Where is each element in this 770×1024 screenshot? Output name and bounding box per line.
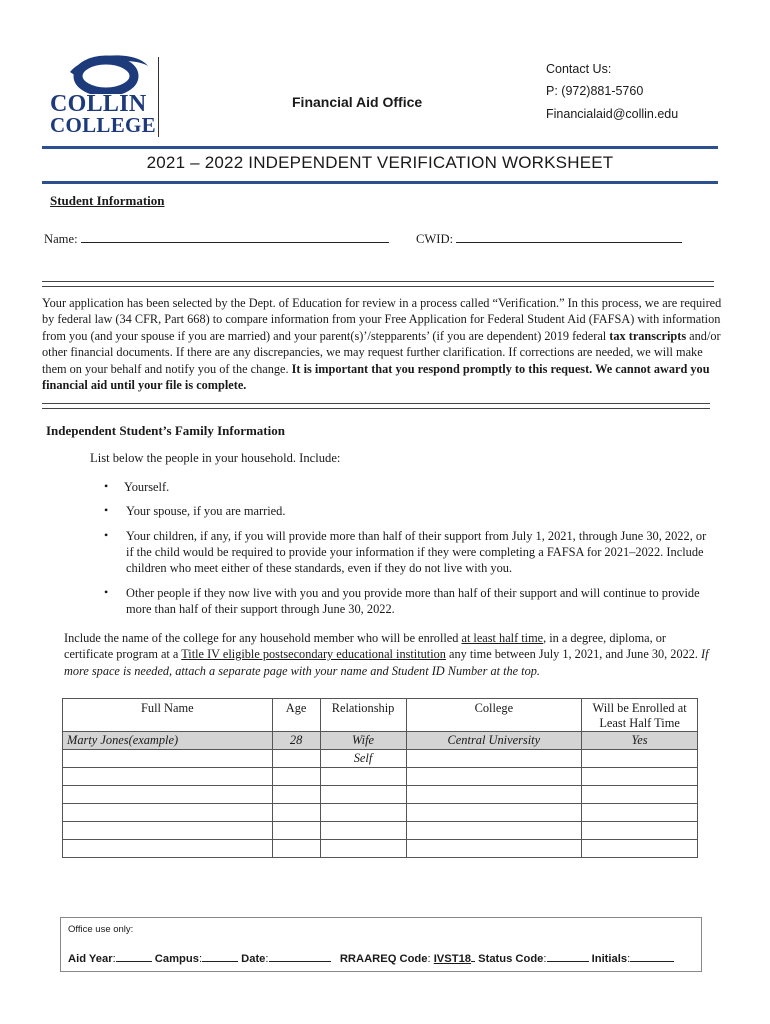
cell-enrolled[interactable]	[582, 786, 698, 804]
rraareq-label: RRAAREQ Code	[339, 953, 428, 965]
cell-age[interactable]	[272, 804, 320, 822]
cell-age[interactable]	[272, 840, 320, 858]
cell-college[interactable]	[406, 750, 582, 768]
notice-text-2: and/or other financial documents. If there are any discrepancies, we may request further clarification. If corrections are needed, we will make them on your behalf and notify you of the change.	[42, 328, 721, 376]
status-code-field[interactable]	[547, 950, 589, 962]
household-table	[62, 698, 698, 858]
section-divider-1	[42, 281, 714, 287]
status-code-label: Status Code	[478, 953, 544, 965]
office-use-label: Office use only:	[68, 924, 134, 935]
include-text-c: any time between July 1, 2021, and June 30, 2022.	[445, 647, 702, 662]
cell-age[interactable]	[272, 750, 320, 768]
cell-name[interactable]	[63, 840, 273, 858]
cell-relationship: Self	[320, 750, 406, 768]
cell-relationship[interactable]	[320, 786, 406, 804]
include-italic-note: If more space is needed, attach a separate page with your name and Student ID Number at the top.	[64, 647, 709, 678]
cell-enrolled[interactable]	[582, 804, 698, 822]
campus-label: Campus	[154, 953, 199, 965]
table-row	[63, 768, 698, 786]
cell-name[interactable]	[63, 822, 273, 840]
col-relationship: Relationship	[320, 699, 406, 732]
table-row	[63, 840, 698, 858]
date-label: Date	[241, 953, 266, 965]
office-name: Financial Aid Office	[292, 94, 423, 110]
table-row-example	[63, 732, 698, 750]
table-row	[63, 786, 698, 804]
notice-bold-2: It is important that you respond promptly to this request. We cannot award you financial aid until your file is complete.	[42, 361, 710, 393]
table-row	[63, 804, 698, 822]
header-divider	[158, 57, 159, 137]
include-college-note	[64, 630, 714, 679]
verification-notice	[42, 295, 722, 393]
aid-year-label: Aid Year	[68, 953, 113, 965]
campus-field[interactable]	[202, 950, 238, 962]
col-age: Age	[272, 699, 320, 732]
cell-age[interactable]	[272, 786, 320, 804]
include-text-b: , in a degree, diploma, or certificate program at a	[64, 631, 667, 662]
office-use-fields: Aid Year: Campus: Date: RRAAREQ Code: IVST18 Status Code: Initials:	[68, 950, 674, 965]
cell-college[interactable]	[406, 768, 582, 786]
family-intro: List below the people in your household. Include:	[90, 451, 341, 465]
cell-age[interactable]	[272, 768, 320, 786]
include-underline-1: at least half time	[461, 631, 544, 645]
cell-name[interactable]	[63, 804, 273, 822]
name-field[interactable]	[81, 229, 389, 243]
cwid-row	[416, 229, 682, 247]
cell-relationship: Wife	[320, 732, 406, 750]
table-row-self	[63, 750, 698, 768]
cell-enrolled[interactable]	[582, 840, 698, 858]
section-divider-2	[42, 403, 710, 409]
contact-email[interactable]: Financialaid@collin.edu	[546, 107, 679, 121]
name-label: Name:	[44, 232, 78, 246]
cell-college[interactable]	[406, 804, 582, 822]
cwid-field[interactable]	[456, 229, 682, 243]
logo-line-1: COLLIN	[50, 91, 147, 117]
rraareq-code-value: IVST18	[433, 953, 472, 965]
cell-enrolled[interactable]	[582, 822, 698, 840]
notice-text-1: Your application has been selected by the Dept. of Education for review in a process called “Verification.” In this process, we are required by federal law (34 CFR, Part 668) to compare information from your Free Application for Federal Student Aid (FAFSA) with information from you (and your spouse if you are married) and your parent(s)’/stepparents’ (if you are dependent) 2019 federal	[42, 296, 722, 343]
include-text-a: Include the name of the college for any household member who will be enrolled	[64, 631, 462, 645]
cwid-label: CWID:	[416, 232, 454, 246]
notice-bold-1: tax transcripts	[609, 328, 687, 343]
cell-name[interactable]	[63, 768, 273, 786]
col-enrolled: Will be Enrolled at Least Half Time	[582, 699, 698, 732]
page-title: 2021 – 2022 INDEPENDENT VERIFICATION WORKSHEET	[146, 153, 614, 172]
include-underline-2: Title IV eligible postsecondary educational institution	[181, 647, 446, 662]
cell-enrolled: Yes	[582, 732, 698, 750]
cell-college: Central University	[406, 732, 582, 750]
cell-relationship[interactable]	[320, 768, 406, 786]
bullet-icon: •	[104, 479, 109, 493]
family-info-heading: Independent Student’s Family Information	[46, 423, 285, 438]
cell-age: 28	[272, 732, 320, 750]
cell-relationship[interactable]	[320, 840, 406, 858]
logo-line-2: COLLEGE	[50, 113, 156, 137]
contact-phone: P: (972)881-5760	[546, 84, 644, 98]
cell-college[interactable]	[406, 786, 582, 804]
cell-enrolled[interactable]	[582, 768, 698, 786]
col-college: College	[406, 699, 582, 732]
collin-logo-swoosh-icon	[66, 54, 150, 94]
initials-field[interactable]	[630, 950, 674, 962]
date-field[interactable]	[269, 950, 331, 962]
bullet-item-yourself: Yourself.	[124, 480, 170, 494]
contact-title: Contact Us:	[546, 62, 612, 76]
aid-year-field[interactable]	[116, 950, 152, 962]
cell-name[interactable]	[63, 786, 273, 804]
bullet-item-children: Your children, if any, if you will provide more than half of their support from July 1, 2021, through June 30, 2022, or if the child would be required to provide your information if they were completing a FAFSA for 2021–2022. Include children who meet either of these standards, even if they do not live with you.	[126, 529, 707, 575]
cell-enrolled[interactable]	[582, 750, 698, 768]
cell-college[interactable]	[406, 822, 582, 840]
table-header-row	[63, 699, 698, 732]
table-row	[63, 822, 698, 840]
col-full-name: Full Name	[63, 699, 273, 732]
cell-name[interactable]	[63, 750, 273, 768]
cell-name: Marty Jones(example)	[63, 732, 273, 750]
cell-relationship[interactable]	[320, 822, 406, 840]
bullet-icon: •	[104, 585, 109, 599]
bullet-icon: •	[104, 503, 109, 517]
bullet-item-other-people: Other people if they now live with you and you provide more than half of their support and will continue to provide more than half of their support through June 30, 2022.	[126, 586, 700, 616]
cell-age[interactable]	[272, 822, 320, 840]
code-underline-tail	[471, 950, 475, 962]
cell-college[interactable]	[406, 840, 582, 858]
bullet-item-spouse: Your spouse, if you are married.	[126, 504, 286, 518]
initials-label: Initials	[591, 953, 628, 965]
bullet-icon: •	[104, 528, 109, 542]
name-row	[44, 229, 389, 247]
student-info-heading: Student Information	[50, 193, 165, 208]
cell-relationship[interactable]	[320, 804, 406, 822]
